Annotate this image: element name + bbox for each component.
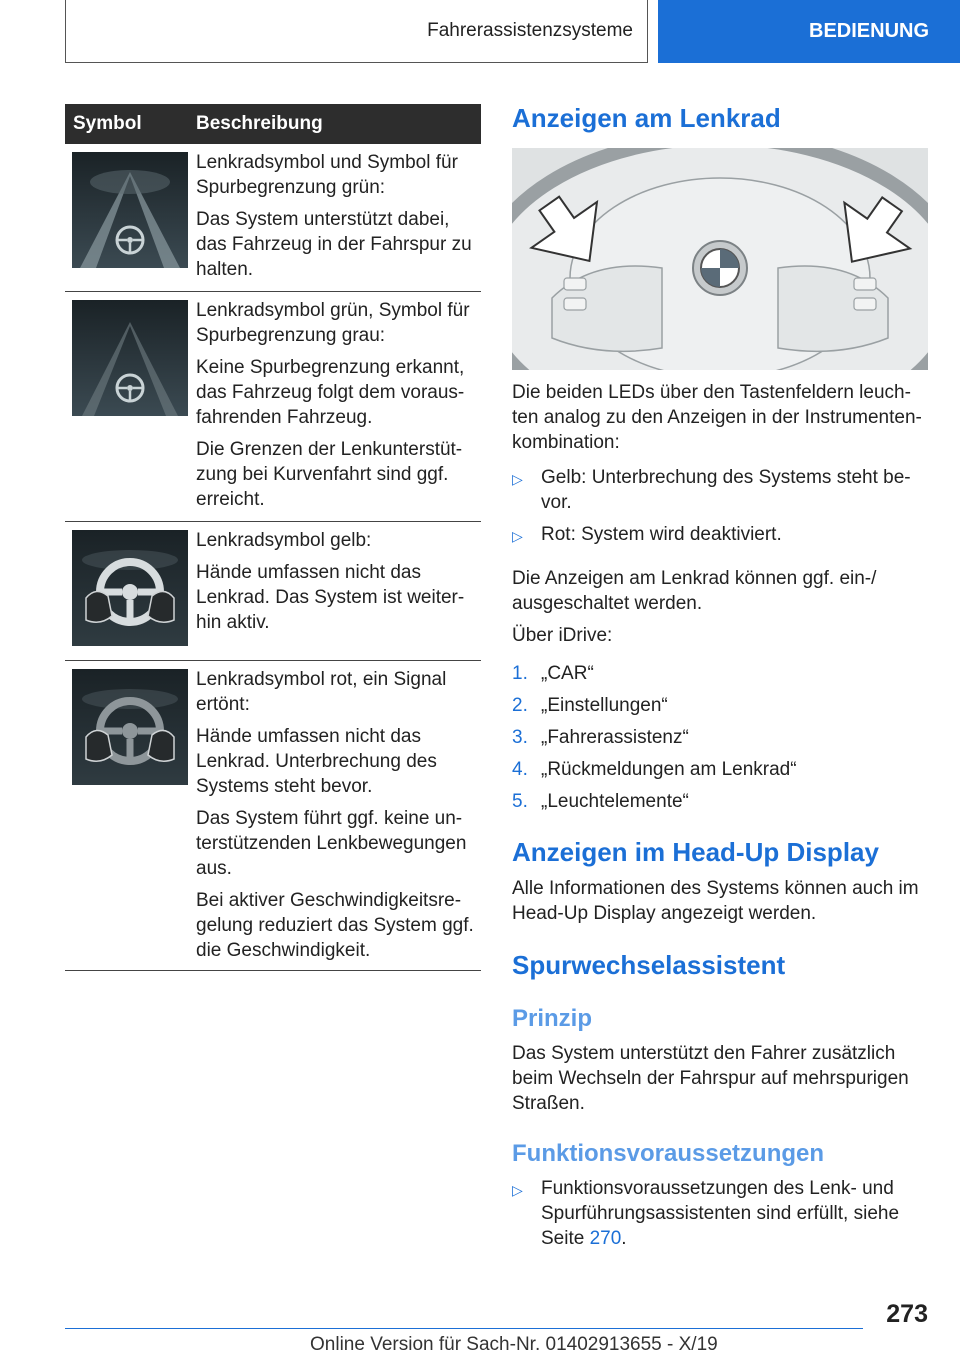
- page-number: 273: [886, 1300, 928, 1328]
- section-title: Fahrerassistenzsysteme: [427, 20, 633, 41]
- symbol-table: [65, 104, 481, 971]
- table-row: [65, 144, 481, 292]
- paragraph-idrive: Über iDrive:: [512, 625, 613, 646]
- section-header: [65, 0, 648, 63]
- step-number: 3.: [512, 727, 528, 748]
- steering-wheel-illustration: [512, 148, 928, 370]
- column-header-description: Beschreibung: [196, 113, 323, 134]
- triangle-bullet-icon: ▷: [512, 528, 523, 544]
- page-link[interactable]: 270: [589, 1228, 622, 1249]
- list-item: [512, 725, 689, 750]
- list-item: [512, 1176, 930, 1251]
- row-text: Lenkradsymbol grün, Symbol für Spurbegrenzung grau:: [196, 300, 470, 346]
- bullet-text: Gelb: Unterbrechung des Systems steht be-vor.: [541, 467, 911, 513]
- step-text: „CAR“: [541, 663, 594, 684]
- list-item: [512, 757, 797, 782]
- triangle-bullet-icon: ▷: [512, 471, 523, 487]
- list-item: [512, 522, 930, 549]
- paragraph-leds: Die beiden LEDs über den Tastenfeldern leuch-ten analog zu den Anzeigen in der Instrumenten-kombination:: [512, 382, 922, 453]
- step-number: 1.: [512, 663, 528, 684]
- triangle-bullet-icon: ▷: [512, 1182, 523, 1198]
- table-row: [65, 661, 481, 971]
- column-header-symbol: Symbol: [73, 113, 142, 134]
- step-number: 4.: [512, 759, 528, 780]
- bullet-text-end: .: [621, 1228, 627, 1249]
- row-text: Das System führt ggf. keine un-terstützenden Lenkbewegungen aus.: [196, 808, 467, 879]
- row-text: Keine Spurbegrenzung erkannt, das Fahrzeug folgt dem voraus-fahrenden Fahrzeug.: [196, 357, 465, 428]
- row-text: Lenkradsymbol rot, ein Signal ertönt:: [196, 669, 447, 715]
- row-text: Hände umfassen nicht das Lenkrad. Das System ist weiter-hin aktiv.: [196, 562, 465, 633]
- heading-prinzip: Prinzip: [512, 1005, 593, 1032]
- list-item: [512, 465, 930, 515]
- steering-wheel-green-lanes-icon: [72, 152, 188, 268]
- list-item: [512, 789, 689, 814]
- heading-spurwechsel: Spurwechselassistent: [512, 950, 786, 980]
- heading-hud: Anzeigen im Head-Up Display: [512, 837, 879, 867]
- chapter-tab[interactable]: [658, 0, 960, 63]
- table-header: [65, 104, 481, 144]
- heading-funktionsvoraussetzungen: Funktionsvoraussetzungen: [512, 1140, 825, 1167]
- chapter-title: BEDIENUNG: [809, 20, 930, 42]
- hands-on-wheel-yellow-icon: [72, 530, 188, 646]
- step-text: „Rückmeldungen am Lenkrad“: [541, 759, 797, 780]
- footer-online-version: Online Version für Sach-Nr. 01402913655 - X/19: [310, 1334, 718, 1355]
- step-text: „Fahrerassistenz“: [541, 727, 689, 748]
- paragraph-hud: Alle Informationen des Systems können auch im Head-Up Display angezeigt werden.: [512, 878, 919, 924]
- steering-wheel-green-grey-lanes-icon: [72, 300, 188, 416]
- row-text: Lenkradsymbol und Symbol für Spurbegrenzung grün:: [196, 152, 458, 198]
- step-number: 2.: [512, 695, 528, 716]
- row-text: Die Grenzen der Lenkunterstüt-zung bei Kurvenfahrt sind ggf. erreicht.: [196, 439, 463, 510]
- row-text: Lenkradsymbol gelb:: [196, 530, 372, 551]
- step-text: „Einstellungen“: [541, 695, 668, 716]
- row-text: Das System unterstützt dabei, das Fahrzeug in der Fahrspur zu halten.: [196, 209, 472, 280]
- table-row: [65, 522, 481, 661]
- step-text: „Leuchtelemente“: [541, 791, 689, 812]
- step-number: 5.: [512, 791, 528, 812]
- list-item: [512, 661, 594, 686]
- footer-divider: [65, 1328, 863, 1329]
- bullet-text-container: [541, 1176, 930, 1251]
- paragraph-prinzip: Das System unterstützt den Fahrer zusätzlich beim Wechseln der Fahrspur auf mehrspurigen Straßen.: [512, 1043, 909, 1114]
- paragraph-ein-aus: Die Anzeigen am Lenkrad können ggf. ein-/ ausgeschaltet werden.: [512, 568, 877, 614]
- list-item: [512, 693, 668, 718]
- table-row: [65, 292, 481, 522]
- row-text: Hände umfassen nicht das Lenkrad. Unterbrechung des Systems steht bevor.: [196, 726, 437, 797]
- row-text: Bei aktiver Geschwindigkeitsre-gelung reduziert das System ggf. die Geschwindigkeit.: [196, 890, 474, 961]
- hands-on-wheel-red-icon: [72, 669, 188, 785]
- bullet-text: Rot: System wird deaktiviert.: [541, 524, 782, 545]
- heading-lenkrad: Anzeigen am Lenkrad: [512, 103, 781, 133]
- bullet-text: Funktionsvoraussetzungen des Lenk- und Spurführungsassistenten sind erfüllt, siehe Seite: [541, 1178, 900, 1249]
